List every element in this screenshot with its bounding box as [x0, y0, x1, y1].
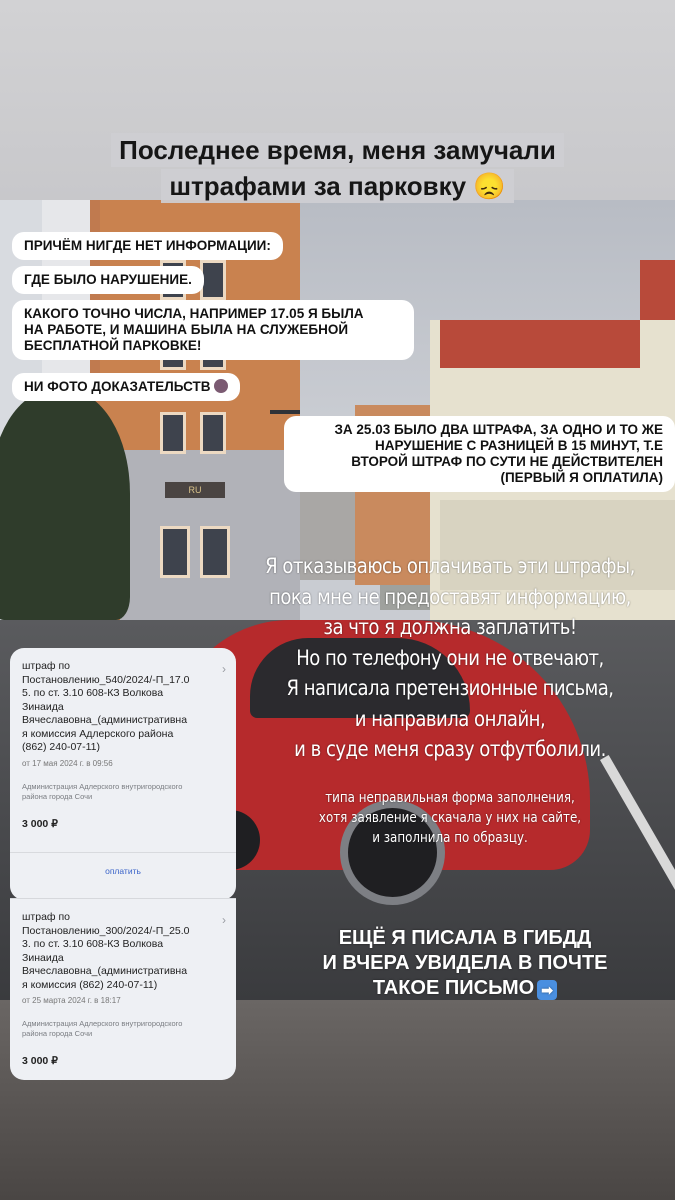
fine-title-line: (862) 240-07-11) [22, 741, 101, 753]
caps-line-text: ТАКОЕ ПИСЬМО [372, 977, 535, 999]
overlay-line: и направила онлайн, [354, 706, 546, 731]
overlay-small-text [270, 788, 630, 848]
fine-title-line: Вячеславовна_(административна [22, 965, 188, 977]
fine-title-line: Постановлению_540/2024/-П_17.0 [22, 673, 190, 686]
fine-title-line: я комиссия Адлерского района [22, 727, 174, 740]
window [160, 412, 186, 454]
fine-issuer-line: Администрация Адлерского внутригородского [22, 781, 183, 791]
shop-sign: RU [165, 482, 225, 498]
overlay-line: пока мне не предоставят информацию, [269, 584, 631, 609]
bubble-two-fines [284, 416, 675, 492]
title-line-1: Последнее время, меня замучали [111, 133, 564, 167]
bubble-no-photo [12, 373, 240, 401]
woman-facepalm-icon [214, 379, 228, 393]
bubble-line: ПРИЧЁМ НИГДЕ НЕТ ИНФОРМАЦИИ: [24, 238, 271, 253]
sad-face-icon: 😞 [473, 171, 506, 201]
overlay-small-line: типа неправильная форма заполнения, [325, 790, 575, 806]
overlay-line: Но по телефону они не отвечают, [296, 645, 604, 670]
fine-amount: 3 000 ₽ [22, 817, 58, 830]
fine-card[interactable] [10, 648, 236, 900]
bubble-line: ЗА 25.03 БЫЛО ДВА ШТРАФА, ЗА ОДНО И ТО ЖЕ [334, 422, 663, 437]
caps-line [270, 976, 660, 1001]
fine-title-line: Зинаида [22, 700, 64, 713]
fine-title-line: Зинаида [22, 951, 64, 964]
overlay-line: за что я должна заплатить! [323, 615, 577, 639]
overlay-small-line: и заполнила по образцу. [372, 830, 528, 846]
bubble-line: (ПЕРВЫЙ Я ОПЛАТИЛА) [500, 470, 663, 485]
roof [640, 260, 675, 320]
caps-text [270, 926, 660, 1001]
fine-card[interactable] [10, 898, 236, 1080]
roof [440, 320, 640, 368]
overlay-line: Я отказываюсь оплачивать эти штрафы, [265, 554, 635, 578]
window [200, 260, 226, 300]
fine-date: от 25 марта 2024 г. в 18:17 [22, 996, 121, 1005]
bubble-where [12, 266, 204, 294]
title-line-2-text: штрафами за парковку [169, 171, 467, 201]
chevron-right-icon[interactable]: › [222, 913, 226, 927]
story-title [0, 132, 675, 204]
window [200, 412, 226, 454]
divider [10, 852, 236, 853]
fine-issuer [22, 782, 224, 802]
fine-issuer [22, 1019, 224, 1039]
fine-title-line: Вячеславовна_(административна [22, 714, 188, 726]
fine-title-line: 3. по ст. 3.10 608-КЗ Волкова [22, 938, 164, 950]
overlay-text [225, 551, 675, 765]
bubble-line: ГДЕ БЫЛО НАРУШЕНИЕ. [24, 272, 192, 287]
overlay-line: и в суде меня сразу отфутболили. [294, 737, 606, 761]
fine-title-line: Постановлению_300/2024/-П_25.0 [22, 924, 190, 937]
fine-title-line: штраф по [22, 660, 70, 672]
bubble-line: НАРУШЕНИЕ С РАЗНИЦЕЙ В 15 МИНУТ, Т.Е [374, 438, 663, 453]
caps-line: И ВЧЕРА УВИДЕЛА В ПОЧТЕ [322, 952, 608, 974]
bubble-line: БЕСПЛАТНОЙ ПАРКОВКЕ! [24, 338, 202, 353]
bubble-date [12, 300, 414, 360]
overlay-small-line: хотя заявление я скачала у них на сайте, [318, 810, 582, 826]
caps-line: ЕЩЁ Я ПИСАЛА В ГИБДД [338, 927, 592, 949]
fine-amount: 3 000 ₽ [22, 1055, 58, 1067]
bubble-line: ВТОРОЙ ШТРАФ ПО СУТИ НЕ ДЕЙСТВИТЕЛЕН [351, 454, 663, 469]
fine-title-line: я комиссия (862) 240-07-11) [22, 978, 158, 991]
fine-title-line: 5. по ст. 3.10 608-КЗ Волкова [22, 687, 164, 699]
fine-issuer-line: Администрация Адлерского внутригородского [22, 1019, 183, 1028]
fine-title [22, 660, 224, 755]
fine-date: от 17 мая 2024 г. в 09:56 [22, 758, 113, 768]
fine-title [22, 911, 224, 992]
balcony [270, 410, 300, 414]
bubble-line: КАКОГО ТОЧНО ЧИСЛА, НАПРИМЕР 17.05 Я БЫЛА [24, 306, 364, 321]
overlay-line: Я написала претензионные письма, [286, 676, 614, 700]
chevron-right-icon[interactable]: › [222, 662, 226, 676]
fine-title-line: штраф по [22, 911, 70, 923]
arrow-right-icon: ➡ [537, 980, 557, 1000]
tree [0, 390, 130, 620]
fine-issuer-line: района города Сочи [22, 1029, 93, 1038]
bubble-line: НА РАБОТЕ, И МАШИНА БЫЛА НА СЛУЖЕБНОЙ [24, 322, 349, 337]
bubble-no-info [12, 232, 283, 260]
pay-button[interactable]: оплатить [105, 866, 141, 876]
title-line-2 [161, 169, 513, 203]
fine-issuer-line: района города Сочи [22, 791, 93, 801]
window [160, 526, 190, 578]
bubble-line: НИ ФОТО ДОКАЗАТЕЛЬСТВ [24, 379, 211, 394]
